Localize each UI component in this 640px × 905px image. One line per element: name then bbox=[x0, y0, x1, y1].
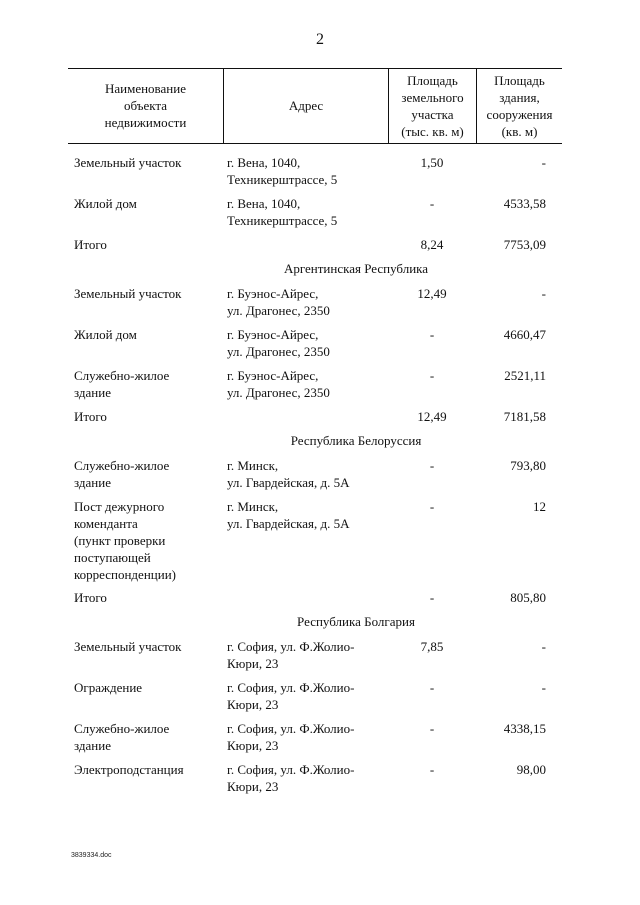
land-area-cell: - bbox=[429, 721, 435, 736]
object-name-cell: Земельный участок bbox=[74, 286, 182, 301]
address-cell: г. София, ул. Ф.Жолио- Кюри, 23 bbox=[227, 721, 355, 753]
building-area-cell: 805,80 bbox=[510, 590, 546, 605]
land-area-cell: 7,85 bbox=[420, 639, 444, 654]
building-area-cell: 4338,15 bbox=[503, 721, 546, 736]
document-code: 3839334.doc bbox=[71, 852, 112, 859]
address-cell: г. София, ул. Ф.Жолио- Кюри, 23 bbox=[227, 762, 355, 794]
building-area-cell: - bbox=[541, 639, 546, 654]
header-object-name: Наименование объекта недвижимости bbox=[104, 81, 187, 130]
object-name-cell: Служебно-жилое здание bbox=[74, 458, 170, 490]
land-area-cell: - bbox=[429, 458, 435, 473]
land-area-cell: - bbox=[429, 762, 435, 777]
object-name-cell: Ограждение bbox=[74, 680, 143, 695]
country-heading-label: Аргентинская Республика bbox=[283, 261, 429, 276]
building-area-cell: 793,80 bbox=[510, 458, 546, 473]
table-row bbox=[68, 720, 562, 754]
header-building-area: Площадь здания, сооружения (кв. м) bbox=[486, 72, 553, 139]
building-area-cell: - bbox=[541, 286, 546, 301]
building-area-cell: - bbox=[541, 155, 546, 170]
address-cell bbox=[223, 408, 388, 425]
land-area-cell: - bbox=[429, 680, 435, 695]
table-header-bottom-rule bbox=[68, 143, 562, 144]
address-cell: г. Буэнос-Айрес, ул. Драгонес, 2350 bbox=[227, 327, 330, 359]
object-name-cell: Земельный участок bbox=[74, 639, 182, 654]
land-area-cell: - bbox=[429, 499, 435, 514]
header-land-area: Площадь земельного участка (тыс. кв. м) bbox=[401, 72, 464, 139]
building-area-cell: 7181,58 bbox=[503, 409, 546, 424]
address-cell: г. София, ул. Ф.Жолио- Кюри, 23 bbox=[227, 639, 355, 671]
object-name-cell: Жилой дом bbox=[74, 196, 137, 211]
object-name-cell: Итого bbox=[74, 409, 107, 424]
object-name-cell: Служебно-жилое здание bbox=[74, 721, 170, 753]
land-area-cell: 12,49 bbox=[417, 409, 447, 424]
address-cell: г. Буэнос-Айрес, ул. Драгонес, 2350 bbox=[227, 286, 330, 318]
country-heading bbox=[68, 613, 562, 630]
table-row bbox=[68, 285, 562, 319]
table-row bbox=[68, 195, 562, 229]
country-heading-label: Республика Белоруссия bbox=[290, 433, 422, 448]
header-address: Адрес bbox=[288, 98, 324, 113]
total-row bbox=[68, 408, 562, 425]
table-row bbox=[68, 498, 562, 583]
building-area-cell: 2521,11 bbox=[504, 368, 546, 383]
table-row bbox=[68, 457, 562, 491]
object-name-cell: Итого bbox=[74, 237, 107, 252]
table-row bbox=[68, 761, 562, 795]
land-area-cell: 1,50 bbox=[420, 155, 444, 170]
address-cell: г. Вена, 1040, Техникерштрассе, 5 bbox=[227, 196, 338, 228]
building-area-cell: 12 bbox=[533, 499, 546, 514]
country-heading bbox=[68, 260, 562, 277]
address-cell: г. Минск, ул. Гвардейская, д. 5А bbox=[227, 499, 350, 531]
object-name-cell: Земельный участок bbox=[74, 155, 182, 170]
object-name-cell: Пост дежурного коменданта (пункт проверки поступающей корреспонденции) bbox=[74, 499, 176, 582]
country-heading-label: Республика Болгария bbox=[297, 614, 415, 629]
land-area-cell: - bbox=[429, 368, 435, 383]
address-cell bbox=[223, 236, 388, 253]
address-cell: г. Минск, ул. Гвардейская, д. 5А bbox=[227, 458, 350, 490]
total-row bbox=[68, 589, 562, 606]
country-heading bbox=[68, 432, 562, 449]
address-cell: г. Буэнос-Айрес, ул. Драгонес, 2350 bbox=[227, 368, 330, 400]
table-row bbox=[68, 679, 562, 713]
building-area-cell: 4660,47 bbox=[503, 327, 546, 342]
table-row bbox=[68, 638, 562, 672]
table-row bbox=[68, 154, 562, 188]
address-cell: г. Вена, 1040, Техникерштрассе, 5 bbox=[227, 155, 338, 187]
building-area-cell: 4533,58 bbox=[503, 196, 546, 211]
object-name-cell: Служебно-жилое здание bbox=[74, 368, 170, 400]
total-row bbox=[68, 236, 562, 253]
object-name-cell: Электроподстанция bbox=[74, 762, 184, 777]
address-cell bbox=[223, 589, 388, 606]
land-area-cell: 12,49 bbox=[417, 286, 447, 301]
building-area-cell: 98,00 bbox=[516, 762, 546, 777]
land-area-cell: - bbox=[429, 590, 435, 605]
object-name-cell: Жилой дом bbox=[74, 327, 137, 342]
building-area-cell: 7753,09 bbox=[503, 237, 546, 252]
object-name-cell: Итого bbox=[74, 590, 107, 605]
building-area-cell: - bbox=[541, 680, 546, 695]
address-cell: г. София, ул. Ф.Жолио- Кюри, 23 bbox=[227, 680, 355, 712]
land-area-cell: - bbox=[429, 327, 435, 342]
land-area-cell: - bbox=[429, 196, 435, 211]
land-area-cell: 8,24 bbox=[420, 237, 444, 252]
table-row bbox=[68, 367, 562, 401]
table-row bbox=[68, 326, 562, 360]
page-number: 2 bbox=[316, 31, 324, 48]
